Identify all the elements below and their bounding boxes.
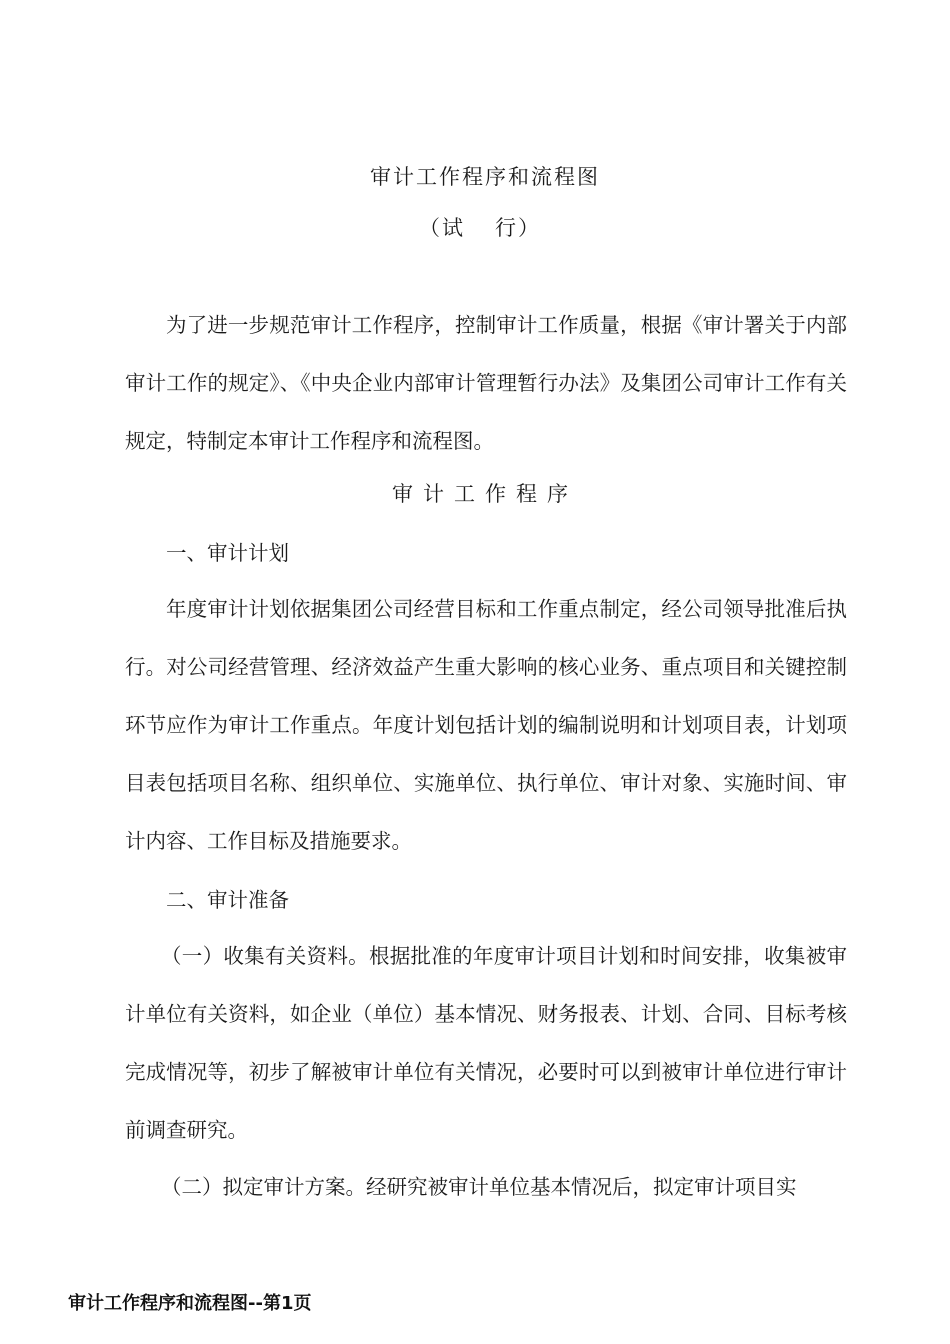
subtitle-close: 行）: [495, 216, 541, 240]
document-title: 审计工作程序和流程图: [370, 165, 600, 189]
heading-audit-plan: 一、审计计划: [166, 541, 289, 565]
paragraph-collect-materials: （一）收集有关资料。根据批准的年度审计项目计划和时间安排，收集被审计单位有关资料，如企业（单位）基本情况、财务报表、计划、合同、目标考核完成情况等，初步了解被审计单位有关情况，必要时可以到被审计单位进行审计前调查研究。: [125, 944, 847, 1142]
page-footer: 审计工作程序和流程图--第1页: [68, 1293, 312, 1314]
subtitle-open: （试: [419, 216, 465, 240]
paragraph-audit-scheme: （二）拟定审计方案。经研究被审计单位基本情况后，拟定审计项目实: [161, 1175, 797, 1199]
document-subtitle: [0, 212, 950, 242]
paragraph-audit-plan: 年度审计计划依据集团公司经营目标和工作重点制定，经公司领导批准后执行。对公司经营管理、经济效益产生重大影响的核心业务、重点项目和关键控制环节应作为审计工作重点。年度计划包括计划的编制说明和计划项目表，计划项目表包括项目名称、组织单位、实施单位、执行单位、审计对象、实施时间、审计内容、工作目标及措施要求。: [125, 597, 847, 853]
section-title: 审计工作程序: [392, 482, 578, 506]
intro-paragraph: 为了进一步规范审计工作程序，控制审计工作质量，根据《审计署关于内部审计工作的规定》、《中央企业内部审计管理暂行办法》及集团公司审计工作有关规定，特制定本审计工作程序和流程图。: [125, 313, 847, 453]
heading-audit-preparation: 二、审计准备: [166, 888, 289, 912]
